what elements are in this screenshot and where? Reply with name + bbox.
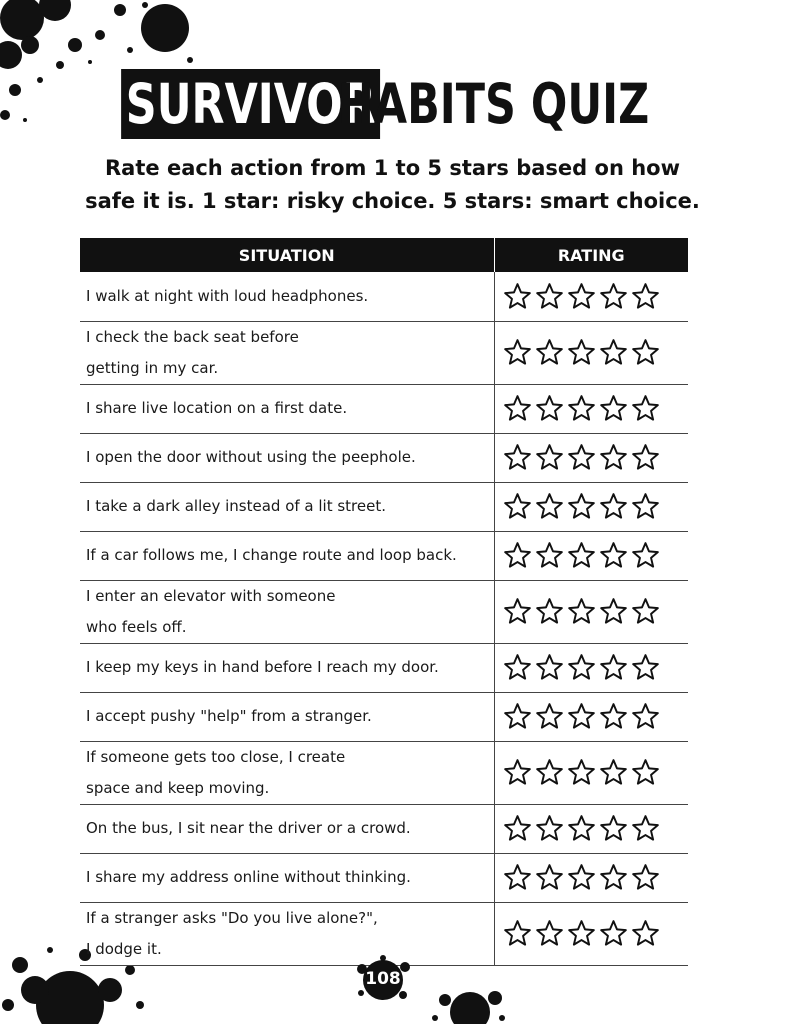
title-rest: HABITS QUIZ	[338, 72, 650, 136]
situation-text-line-2: getting in my car.	[86, 358, 219, 377]
star-outline-icon[interactable]	[503, 394, 532, 423]
situation-cell	[80, 321, 494, 384]
rating-cell	[494, 531, 688, 580]
star-outline-icon[interactable]	[567, 282, 596, 311]
header-situation: SITUATION	[80, 238, 494, 272]
table-row	[80, 692, 688, 741]
star-outline-icon[interactable]	[535, 443, 564, 472]
star-outline-icon[interactable]	[631, 863, 660, 892]
star-outline-icon[interactable]	[631, 814, 660, 843]
situation-text-line-2: space and keep moving.	[86, 778, 270, 797]
instructions	[60, 152, 725, 218]
star-outline-icon[interactable]	[535, 541, 564, 570]
rating-cell	[494, 482, 688, 531]
rating-cell	[494, 433, 688, 482]
instructions-line-1: Rate each action from 1 to 5 stars based on how	[105, 156, 680, 180]
star-outline-icon[interactable]	[599, 653, 628, 682]
star-rating[interactable]	[503, 338, 689, 367]
star-outline-icon[interactable]	[631, 492, 660, 521]
table-row	[80, 531, 688, 580]
situation-text: I take a dark alley instead of a lit street.	[86, 497, 386, 515]
situation-text-line-2: who feels off.	[86, 617, 187, 636]
star-rating[interactable]	[503, 919, 689, 948]
star-outline-icon[interactable]	[631, 702, 660, 731]
star-outline-icon[interactable]	[535, 597, 564, 626]
table-row	[80, 272, 688, 321]
star-outline-icon[interactable]	[503, 541, 532, 570]
star-rating[interactable]	[503, 702, 689, 731]
situation-text: I share my address online without thinking.	[86, 868, 411, 886]
star-outline-icon[interactable]	[503, 758, 532, 787]
star-outline-icon[interactable]	[631, 443, 660, 472]
star-outline-icon[interactable]	[567, 702, 596, 731]
star-rating[interactable]	[503, 541, 689, 570]
rating-cell	[494, 580, 688, 643]
star-rating[interactable]	[503, 394, 689, 423]
situation-cell	[80, 272, 494, 321]
situation-text: I keep my keys in hand before I reach my door.	[86, 658, 439, 676]
star-outline-icon[interactable]	[535, 758, 564, 787]
star-outline-icon[interactable]	[535, 814, 564, 843]
star-outline-icon[interactable]	[631, 653, 660, 682]
star-outline-icon[interactable]	[599, 338, 628, 367]
star-outline-icon[interactable]	[567, 863, 596, 892]
situation-text: If someone gets too close, I create	[86, 747, 346, 766]
table-row	[80, 321, 688, 384]
star-outline-icon[interactable]	[503, 492, 532, 521]
star-outline-icon[interactable]	[535, 394, 564, 423]
situation-cell	[80, 384, 494, 433]
star-outline-icon[interactable]	[599, 814, 628, 843]
instructions-line-2: safe it is. 1 star: risky choice. 5 stars: smart choice.	[85, 189, 700, 213]
situation-cell	[80, 902, 494, 965]
situation-text: If a stranger asks "Do you live alone?",	[86, 908, 378, 927]
rating-cell	[494, 741, 688, 804]
star-outline-icon[interactable]	[599, 702, 628, 731]
star-rating[interactable]	[503, 814, 689, 843]
page-title	[0, 66, 785, 142]
star-outline-icon[interactable]	[503, 863, 532, 892]
star-outline-icon[interactable]	[599, 863, 628, 892]
table-row	[80, 741, 688, 804]
star-outline-icon[interactable]	[599, 394, 628, 423]
rating-cell	[494, 692, 688, 741]
star-outline-icon[interactable]	[535, 338, 564, 367]
star-outline-icon[interactable]	[631, 282, 660, 311]
quiz-table	[80, 238, 688, 966]
situation-text: I walk at night with loud headphones.	[86, 286, 369, 305]
situation-text-line-2: I dodge it.	[86, 939, 162, 958]
star-outline-icon[interactable]	[503, 653, 532, 682]
rating-cell	[494, 384, 688, 433]
star-outline-icon[interactable]	[631, 758, 660, 787]
situation-cell	[80, 741, 494, 804]
star-outline-icon[interactable]	[567, 597, 596, 626]
star-outline-icon[interactable]	[631, 541, 660, 570]
star-rating[interactable]	[503, 443, 689, 472]
rating-cell	[494, 853, 688, 902]
situation-text: I share live location on a first date.	[86, 399, 348, 417]
ink-splatter-bottom-right	[430, 980, 510, 1024]
table-row	[80, 804, 688, 853]
star-rating[interactable]	[503, 282, 689, 311]
situation-cell	[80, 692, 494, 741]
star-outline-icon[interactable]	[567, 919, 596, 948]
star-outline-icon[interactable]	[567, 338, 596, 367]
situation-cell	[80, 643, 494, 692]
situation-cell	[80, 531, 494, 580]
star-outline-icon[interactable]	[631, 394, 660, 423]
star-outline-icon[interactable]	[535, 653, 564, 682]
star-outline-icon[interactable]	[567, 541, 596, 570]
situation-cell	[80, 482, 494, 531]
table-row	[80, 433, 688, 482]
star-outline-icon[interactable]	[503, 282, 532, 311]
star-outline-icon[interactable]	[567, 814, 596, 843]
page-number-badge	[353, 955, 413, 1003]
situation-cell	[80, 804, 494, 853]
table-row	[80, 384, 688, 433]
situation-text: On the bus, I sit near the driver or a crowd.	[86, 819, 411, 837]
situation-text: I enter an elevator with someone	[86, 586, 336, 605]
star-outline-icon[interactable]	[535, 492, 564, 521]
star-outline-icon[interactable]	[599, 597, 628, 626]
star-rating[interactable]	[503, 597, 689, 626]
star-rating[interactable]	[503, 758, 689, 787]
table-body	[80, 272, 688, 965]
rating-cell	[494, 321, 688, 384]
star-outline-icon[interactable]	[535, 863, 564, 892]
situation-text: If a car follows me, I change route and loop back.	[86, 546, 457, 564]
table-row	[80, 643, 688, 692]
star-outline-icon[interactable]	[567, 394, 596, 423]
star-outline-icon[interactable]	[631, 597, 660, 626]
situation-text: I accept pushy "help" from a stranger.	[86, 707, 372, 725]
star-rating[interactable]	[503, 653, 689, 682]
rating-cell	[494, 643, 688, 692]
star-outline-icon[interactable]	[599, 443, 628, 472]
rating-cell	[494, 272, 688, 321]
header-rating: RATING	[494, 238, 688, 272]
star-outline-icon[interactable]	[503, 814, 532, 843]
star-outline-icon[interactable]	[503, 919, 532, 948]
star-outline-icon[interactable]	[599, 541, 628, 570]
star-outline-icon[interactable]	[503, 443, 532, 472]
star-outline-icon[interactable]	[567, 492, 596, 521]
star-outline-icon[interactable]	[535, 919, 564, 948]
situation-cell	[80, 580, 494, 643]
title-highlight: SURVIVOR	[121, 69, 380, 139]
table-header-row	[80, 238, 688, 272]
situation-text: I open the door without using the peephole.	[86, 448, 416, 466]
star-outline-icon[interactable]	[599, 492, 628, 521]
star-outline-icon[interactable]	[503, 597, 532, 626]
situation-cell	[80, 433, 494, 482]
star-outline-icon[interactable]	[631, 919, 660, 948]
star-rating[interactable]	[503, 492, 689, 521]
rating-cell	[494, 804, 688, 853]
star-outline-icon[interactable]	[535, 702, 564, 731]
table-row	[80, 853, 688, 902]
star-outline-icon[interactable]	[567, 443, 596, 472]
star-outline-icon[interactable]	[535, 282, 564, 311]
star-outline-icon[interactable]	[503, 338, 532, 367]
situation-cell	[80, 853, 494, 902]
star-outline-icon[interactable]	[503, 702, 532, 731]
star-outline-icon[interactable]	[599, 758, 628, 787]
star-outline-icon[interactable]	[599, 282, 628, 311]
situation-text: I check the back seat before	[86, 327, 299, 346]
star-outline-icon[interactable]	[599, 919, 628, 948]
star-outline-icon[interactable]	[567, 653, 596, 682]
star-rating[interactable]	[503, 863, 689, 892]
star-outline-icon[interactable]	[567, 758, 596, 787]
star-outline-icon[interactable]	[631, 338, 660, 367]
rating-cell	[494, 902, 688, 965]
table-row	[80, 580, 688, 643]
table-row	[80, 482, 688, 531]
page-number: 108	[365, 969, 401, 989]
